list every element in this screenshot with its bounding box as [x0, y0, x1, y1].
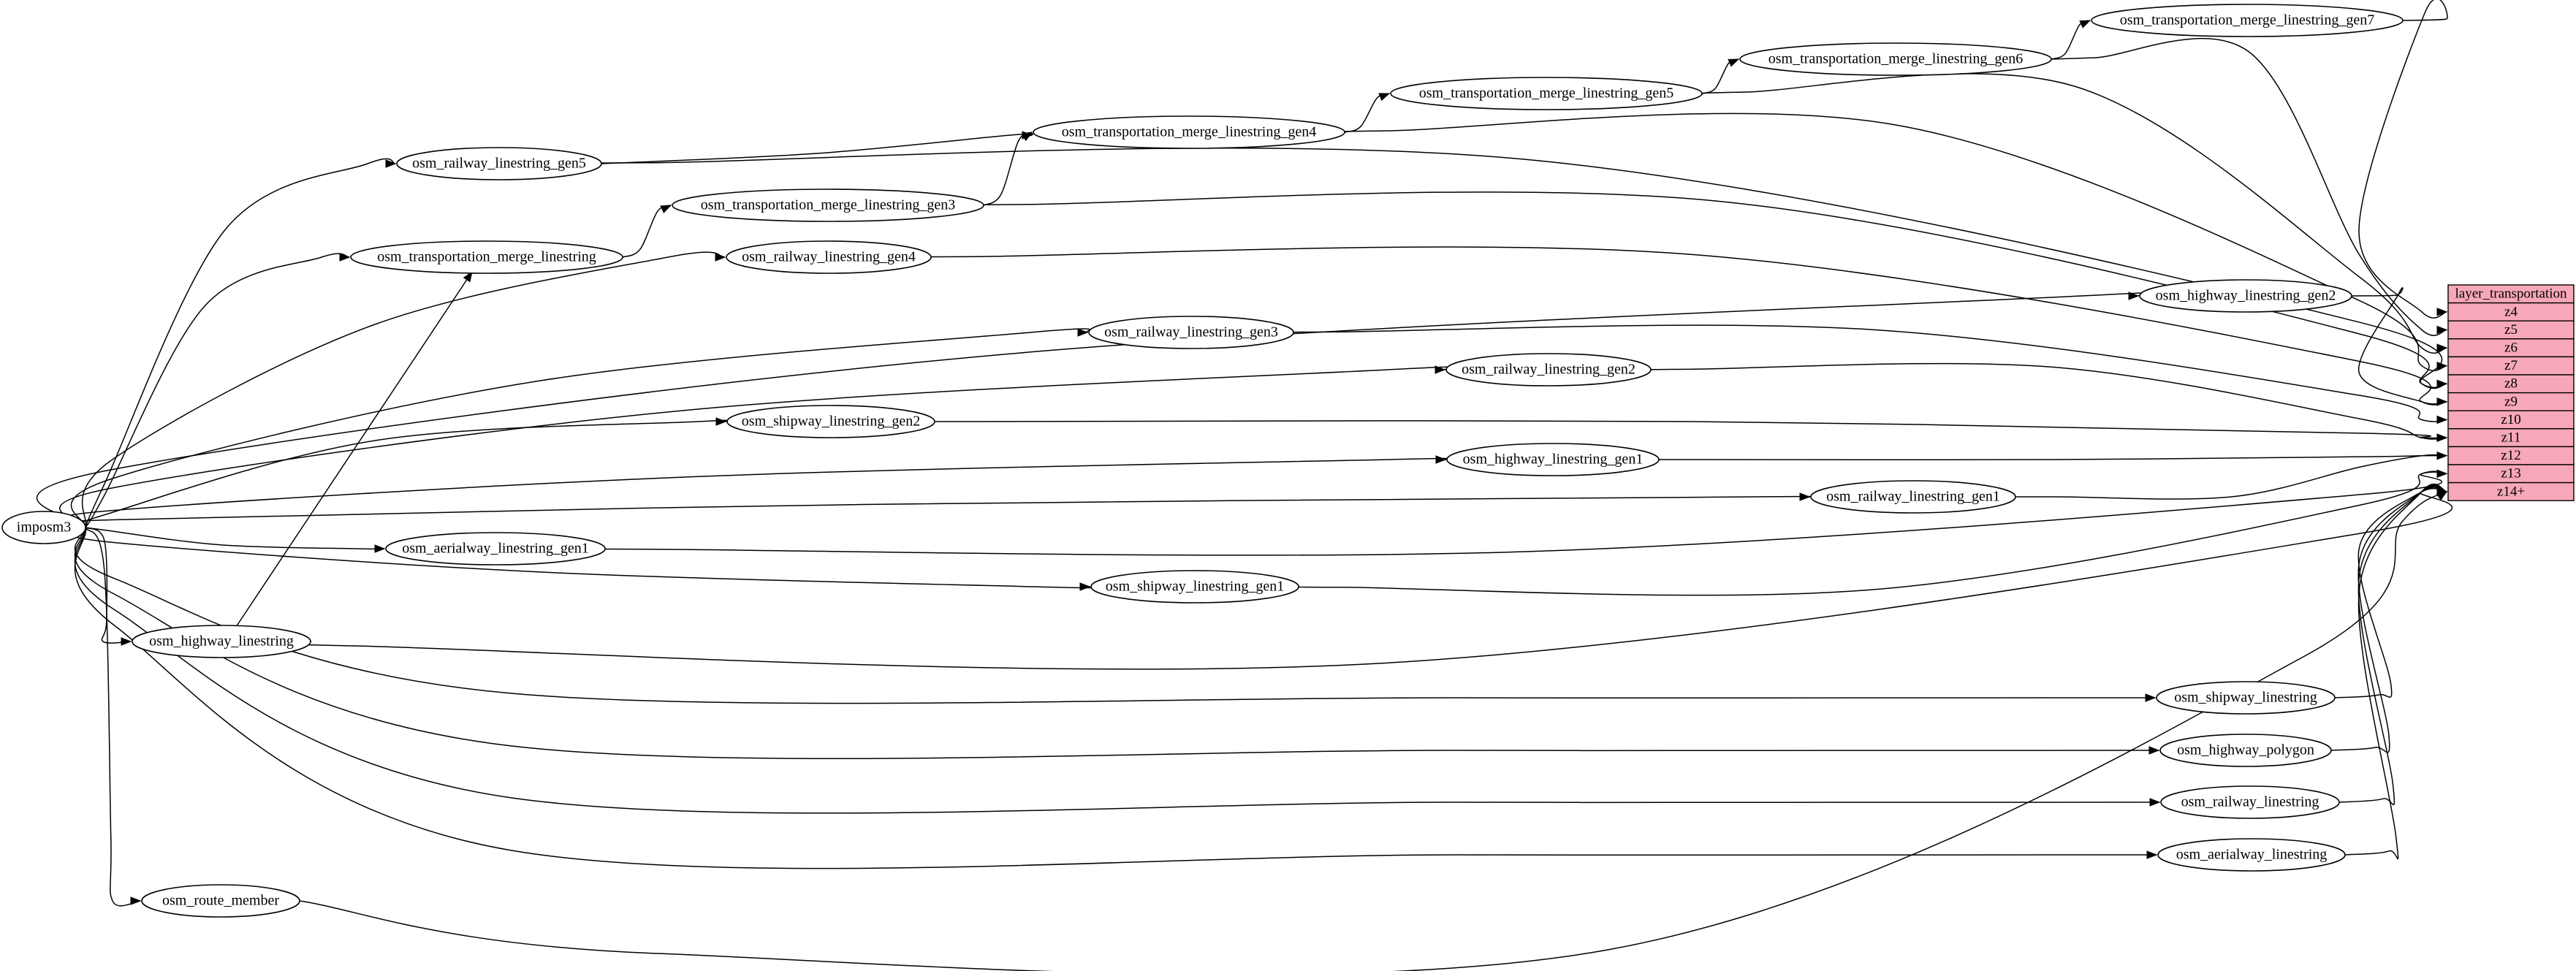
node-label: osm_railway_linestring_gen1 [1826, 488, 2000, 505]
node-label: osm_railway_linestring_gen2 [1462, 361, 1635, 378]
graph-node-osm-transportation-merge-linestring-gen6[interactable] [1740, 43, 2051, 75]
edge [911, 421, 2447, 438]
edge-arrowhead [2147, 851, 2157, 858]
edge-arrowhead [375, 545, 384, 552]
table-row-label: z10 [2501, 411, 2521, 427]
edge-arrowhead [2437, 416, 2447, 424]
graph-node-osm-railway-linestring-gen5[interactable] [397, 148, 601, 180]
edge [569, 472, 2447, 555]
node-label: osm_shipway_linestring_gen1 [1105, 578, 1285, 595]
table-row [2448, 393, 2574, 411]
node-label: osm_transportation_merge_linestring_gen5 [1418, 85, 1674, 102]
table-header-label: layer_transportation [2455, 286, 2567, 302]
graph-node-osm-highway-linestring[interactable] [132, 625, 311, 658]
node-label: osm_highway_linestring [149, 633, 294, 650]
table-row-label: z12 [2501, 448, 2521, 464]
edge [1659, 456, 2447, 460]
table-header-cell [2448, 285, 2574, 303]
table-row [2448, 375, 2574, 393]
edge-arrowhead [1080, 583, 1090, 590]
graph-node-osm-shipway-linestring-gen1[interactable] [1091, 571, 1299, 603]
edge-arrowhead [2150, 799, 2159, 806]
edge [60, 367, 1460, 528]
edge-arrowhead [2437, 398, 2447, 405]
edge [71, 329, 1090, 528]
graph-node-osm-railway-linestring[interactable] [2161, 786, 2339, 818]
edge [264, 489, 2452, 669]
table-row-label: z7 [2504, 358, 2518, 374]
edge-arrowhead [2149, 747, 2159, 754]
edge [86, 254, 349, 528]
edge-arrowhead [1436, 456, 1445, 463]
node-label: osm_transportation_merge_linestring [377, 248, 596, 265]
sink-table [2448, 285, 2574, 500]
edge-arrowhead [2146, 694, 2155, 701]
graph-node-osm-aerialway-linestring[interactable] [2158, 839, 2345, 871]
graph-node-osm-railway-linestring-gen1[interactable] [1811, 481, 2015, 513]
edge-arrowhead [1728, 59, 1739, 66]
node-label: osm_shipway_linestring_gen2 [741, 413, 921, 430]
graph-node-osm-shipway-linestring[interactable] [2157, 682, 2335, 714]
edge-arrowhead [2437, 452, 2447, 460]
table-row [2448, 303, 2574, 321]
node-label: osm_transportation_merge_linestring_gen6 [1768, 50, 2024, 67]
edge [75, 528, 2159, 758]
table-row [2448, 321, 2574, 339]
edge [86, 528, 384, 549]
node-label: osm_aerialway_linestring [2176, 846, 2328, 863]
table-row-label: z11 [2501, 430, 2521, 446]
node-label: osm_railway_linestring_gen4 [742, 248, 916, 265]
edge-arrowhead [1379, 94, 1389, 100]
edge [83, 252, 725, 528]
graph-node-osm-railway-linestring-gen3[interactable] [1089, 316, 1293, 349]
graph-node-osm-transportation-merge-linestring-gen5[interactable] [1391, 77, 1702, 110]
node-label: osm_route_member [162, 892, 279, 909]
edge [75, 528, 2159, 813]
graph-node-osm-aerialway-linestring-gen1[interactable] [386, 533, 605, 565]
graph-node-osm-railway-linestring-gen4[interactable] [726, 241, 931, 273]
edge-arrowhead [715, 254, 725, 261]
edge [75, 528, 2155, 704]
node-label: osm_highway_linestring_gen1 [1462, 451, 1644, 468]
table-row-label: z8 [2504, 376, 2518, 392]
graph-node-osm-highway-polygon[interactable] [2160, 734, 2331, 766]
table-row-label: z5 [2504, 321, 2518, 338]
table-row-label: z6 [2504, 340, 2518, 356]
table-row [2448, 429, 2574, 447]
edge-arrowhead [2080, 20, 2090, 28]
node-label: osm_transportation_merge_linestring_gen7 [2119, 12, 2375, 28]
edge-arrowhead [1800, 493, 1809, 500]
edge [300, 492, 2447, 971]
node-label: osm_transportation_merge_linestring_gen3 [700, 197, 956, 213]
table-row [2448, 339, 2574, 357]
node-label: osm_transportation_merge_linestring_gen4 [1061, 123, 1317, 140]
table-row [2448, 446, 2574, 465]
edge [48, 496, 1838, 528]
node-label: osm_aerialway_linestring_gen1 [402, 540, 589, 557]
edge-arrowhead [121, 638, 131, 645]
table-row [2448, 483, 2574, 501]
graph-node-imposm3[interactable] [2, 511, 86, 544]
table-row-label: z14+ [2496, 484, 2526, 500]
edge [236, 272, 472, 627]
node-label: osm_highway_polygon [2177, 742, 2314, 758]
table-row [2448, 357, 2574, 375]
graph-node-osm-highway-linestring-gen1[interactable] [1447, 443, 1659, 476]
node-label: osm_railway_linestring_gen3 [1104, 324, 1278, 340]
edge [2359, 0, 2447, 318]
edge-arrowhead [661, 205, 671, 213]
edge [86, 528, 140, 906]
edge-arrowhead [386, 160, 395, 167]
edge [86, 528, 131, 643]
table-row-label: z9 [2504, 394, 2518, 410]
node-label: osm_shipway_linestring [2174, 689, 2317, 706]
graph-node-osm-transportation-merge-linestring-gen7[interactable] [2091, 4, 2403, 37]
graph-node-osm-transportation-merge-linestring[interactable] [351, 241, 623, 273]
table-row [2448, 411, 2574, 429]
edge [1650, 364, 2447, 439]
edge [601, 134, 1033, 164]
graph-node-osm-transportation-merge-linestring-gen4[interactable] [1033, 116, 1345, 148]
graph-node-osm-highway-linestring-gen2[interactable] [2140, 280, 2352, 312]
edge [2339, 485, 2447, 804]
table-row-label: z4 [2504, 304, 2518, 320]
graph-node-osm-railway-linestring-gen2[interactable] [1446, 354, 1651, 386]
edge-arrowhead [131, 897, 140, 905]
table-row [2448, 465, 2574, 483]
graph-node-osm-route-member[interactable] [142, 885, 300, 917]
node-label: imposm3 [16, 519, 72, 536]
edge [2331, 487, 2447, 753]
edge [60, 458, 1461, 528]
node-label: osm_railway_linestring [2181, 793, 2319, 810]
edge-arrowhead [2437, 470, 2447, 477]
edge [984, 132, 1032, 205]
graph-node-osm-transportation-merge-linestring-gen3[interactable] [672, 189, 984, 221]
edge [77, 420, 732, 528]
nodes-layer [2, 4, 2403, 917]
edge [1334, 113, 2447, 370]
edge-arrowhead [2437, 434, 2447, 441]
node-label: osm_railway_linestring_gen5 [412, 155, 586, 172]
edge-arrowhead [716, 418, 726, 425]
graph-node-osm-shipway-linestring-gen2[interactable] [727, 405, 935, 438]
edge-arrowhead [1078, 329, 1087, 336]
node-label: osm_highway_linestring_gen2 [2155, 287, 2336, 304]
table-row-label: z13 [2501, 465, 2521, 481]
